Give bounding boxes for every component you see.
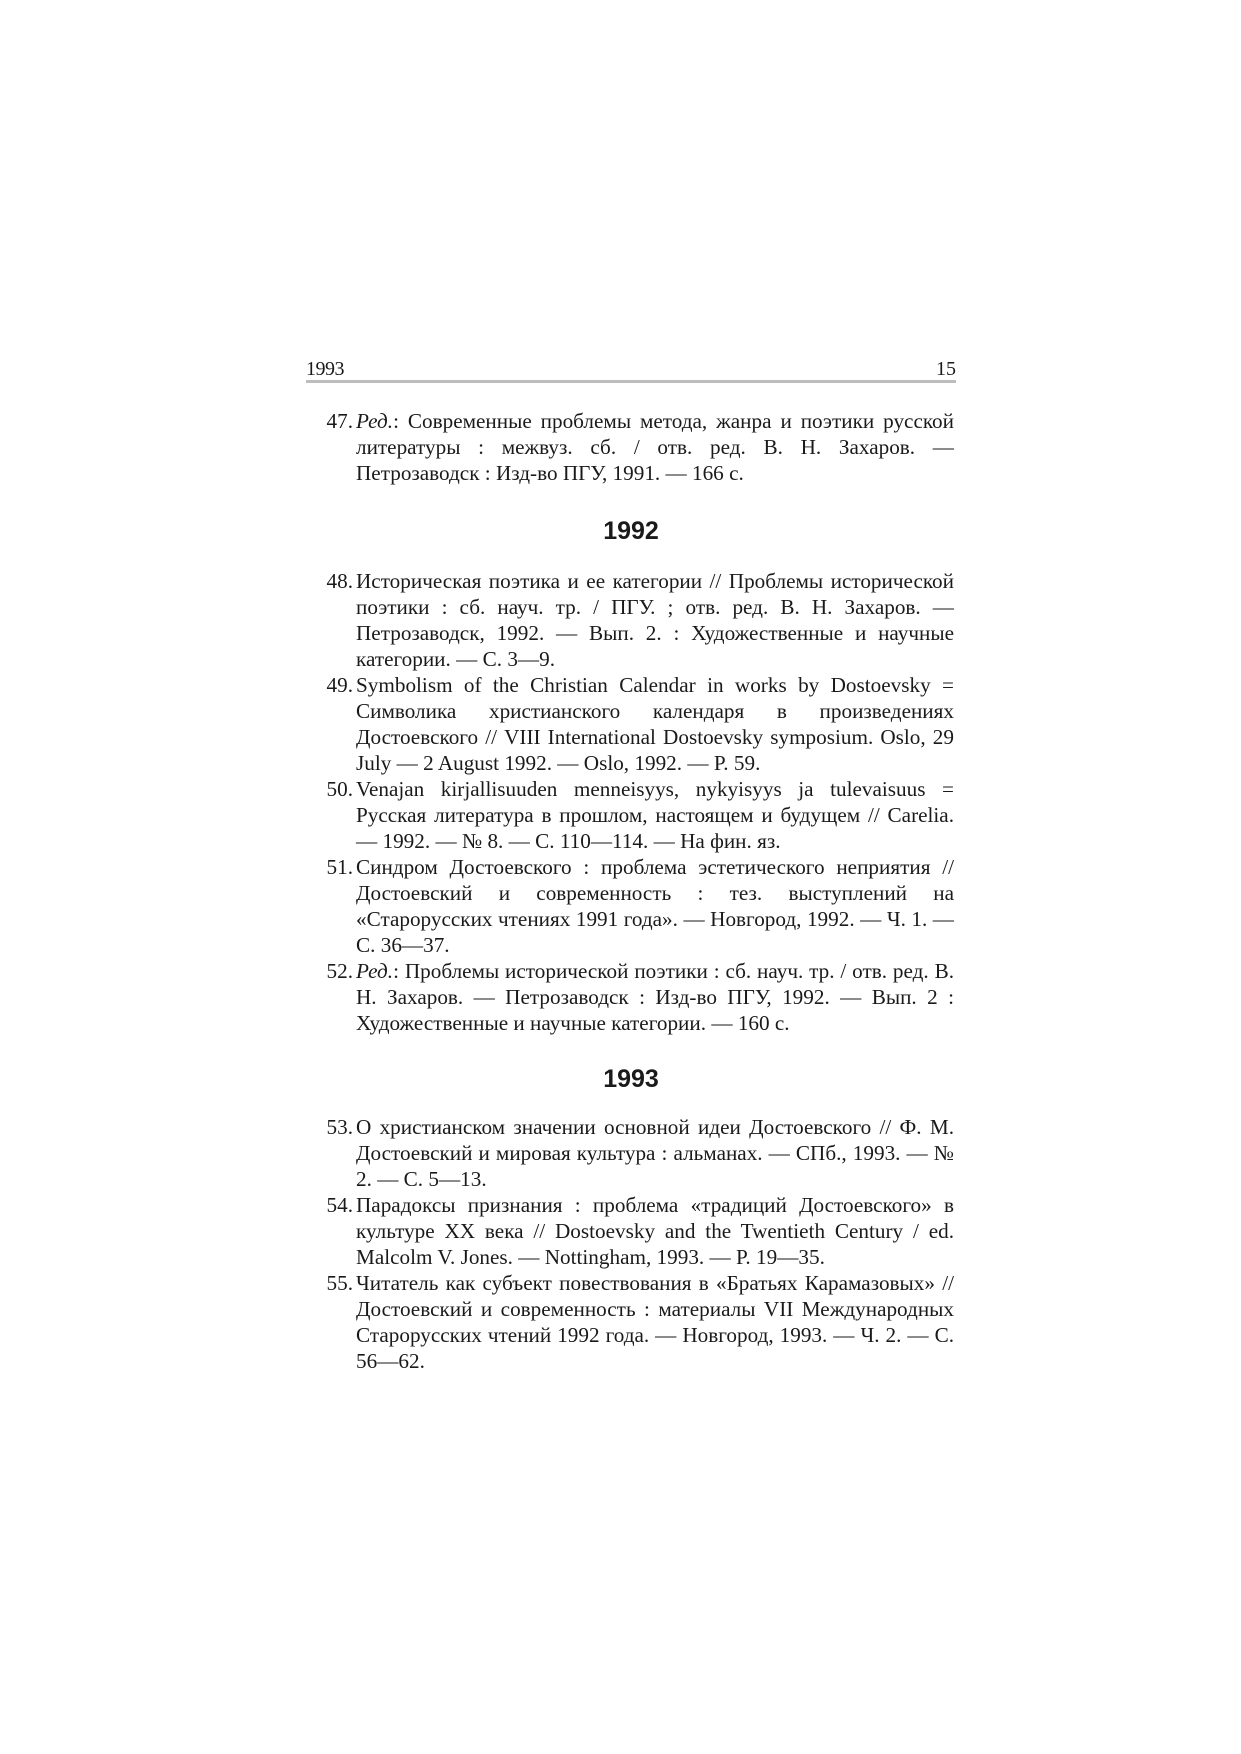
entry-text: Парадоксы признания : проблема «традиций Достоевского» в культуре XX века // Dostoevsky and the Twentieth Century / ed. Malcolm V. Jones. — Nottingham, 1993. — P. 19—35. — [356, 1193, 954, 1269]
year-heading-1992: 1992 — [603, 517, 659, 545]
entry-text: Синдром Достоевского : проблема эстетического неприятия // Достоевский и современность : тез. выступлений на «Старорусских чтениях 1991 года». — Новгород, 1992. — Ч. 1. — С. 36—37. — [356, 855, 954, 957]
year-heading-1993: 1993 — [603, 1065, 659, 1093]
entry-text: О христианском значении основной идеи Достоевского // Ф. М. Достоевский и мировая культура : альманах. — СПб., 1993. — № 2. — С. 5—13. — [356, 1115, 954, 1191]
header-rule — [306, 380, 956, 383]
entry-number: 50. — [326, 777, 353, 801]
entry-number: 53. — [326, 1115, 353, 1139]
entry-list-1991 — [326, 408, 954, 486]
entry-text: Историческая поэтика и ее категории // Проблемы исторической поэтики : сб. науч. тр. / ПГУ. ; отв. ред. В. Н. Захаров. — Петрозаводск, 1992. — Вып. 2. : Художественные и научные категории. — С. 3—9. — [356, 569, 954, 671]
bibliography-entry — [326, 408, 954, 486]
entry-number: 49. — [326, 673, 353, 697]
entry-number: 55. — [326, 1271, 353, 1295]
entry-number: 52. — [326, 959, 353, 983]
bibliography-entry — [326, 1192, 954, 1270]
bibliography-entry — [326, 672, 954, 776]
entry-text: Venajan kirjallisuuden menneisyys, nykyisyys ja tulevaisuus = Русская литература в прошлом, настоящем и будущем // Carelia. — 1992. — № 8. — С. 110—114. — На фин. яз. — [356, 777, 954, 853]
bibliography-entry — [326, 1270, 954, 1374]
entry-number: 54. — [326, 1193, 353, 1217]
entry-number: 48. — [326, 569, 353, 593]
entry-list-1992 — [326, 568, 954, 1036]
entry-text: : Современные проблемы метода, жанра и поэтики русской литературы : межвуз. сб. / отв. ред. В. Н. Захаров. — Петрозаводск : Изд-во ПГУ, 1991. — 166 с. — [356, 409, 954, 485]
entry-number: 47. — [326, 409, 353, 433]
running-title: 1993 — [306, 358, 344, 380]
bibliography-entry — [326, 1114, 954, 1192]
entry-text: Читатель как субъект повествования в «Братьях Карамазовых» // Достоевский и современность : материалы VII Международных Старорусских чтений 1992 года. — Новгород, 1993. — Ч. 2. — С. 56—62. — [356, 1271, 954, 1373]
bibliography-entry — [326, 776, 954, 854]
page-number: 15 — [936, 358, 956, 380]
bibliography-entry — [326, 568, 954, 672]
entry-number: 51. — [326, 855, 353, 879]
editor-prefix: Ред. — [356, 409, 394, 433]
bibliography-entry — [326, 958, 954, 1036]
entry-text: : Проблемы исторической поэтики : сб. науч. тр. / отв. ред. В. Н. Захаров. — Петрозаводск : Изд-во ПГУ, 1992. — Вып. 2 : Художественные и научные категории. — 160 с. — [356, 959, 954, 1035]
entry-list-1993 — [326, 1114, 954, 1374]
entry-text: Symbolism of the Christian Calendar in works by Dostoevsky = Символика христианского календаря в произведениях Достоевского // VIII International Dostoevsky symposium. Oslo, 29 July — 2 August 1992. — Oslo, 1992. — P. 59. — [356, 673, 954, 775]
editor-prefix: Ред. — [356, 959, 394, 983]
bibliography-entry — [326, 854, 954, 958]
